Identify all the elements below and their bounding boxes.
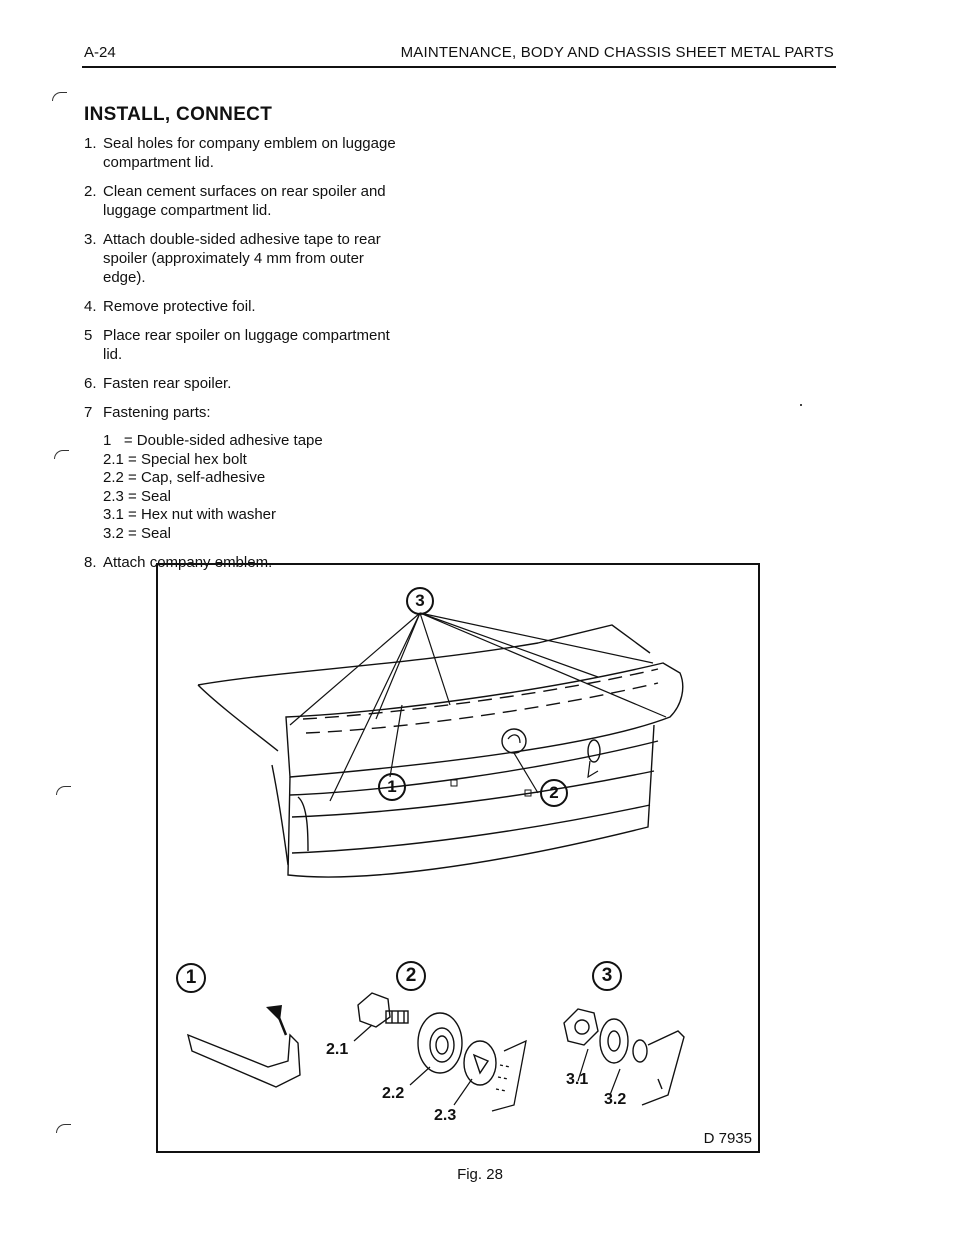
margin-tick bbox=[54, 450, 69, 459]
step-text: Fastening parts: bbox=[103, 404, 211, 421]
callout-2-detail: 2 bbox=[396, 961, 426, 991]
parts-legend-item: 2.2 = Cap, self-adhesive bbox=[103, 469, 266, 486]
spoiler-body-outline bbox=[286, 663, 683, 777]
callout-3-top: 3 bbox=[406, 587, 434, 615]
step-number: 5 bbox=[84, 327, 93, 344]
spoiler-body-outline bbox=[292, 771, 654, 817]
step-text: Attach double-sided adhesive tape to rear spoiler (approximately 4 mm from outer edge). bbox=[103, 231, 381, 286]
margin-tick bbox=[56, 786, 71, 795]
parts-legend-item: 2.3 = Seal bbox=[103, 487, 171, 505]
step-item bbox=[84, 403, 404, 543]
hex-nut-washer bbox=[564, 1009, 628, 1063]
step-text: Remove protective foil. bbox=[103, 298, 256, 315]
part-label-3-2: 3.2 bbox=[604, 1091, 627, 1108]
emblem-hole bbox=[502, 729, 526, 753]
self-adhesive-cap bbox=[418, 1013, 462, 1073]
step-text: Attach company emblem. bbox=[103, 554, 273, 571]
step-item bbox=[84, 182, 404, 220]
step-number: 4. bbox=[84, 298, 97, 315]
step-number: 3. bbox=[84, 231, 97, 248]
part-label-2-1: 2.1 bbox=[326, 1041, 349, 1058]
step-number: 7 bbox=[84, 404, 93, 421]
margin-tick bbox=[56, 1124, 71, 1133]
leader-line bbox=[410, 1067, 430, 1085]
step-number: 1. bbox=[84, 135, 97, 152]
step-number: 6. bbox=[84, 375, 97, 392]
step-item bbox=[84, 326, 404, 364]
step-number: 8. bbox=[84, 554, 97, 571]
panel-section bbox=[492, 1041, 526, 1111]
nut-seal bbox=[633, 1031, 684, 1105]
parts-legend-item: 3.2 = Seal bbox=[103, 524, 171, 542]
spoiler-body-outline bbox=[306, 683, 658, 733]
margin-tick bbox=[52, 92, 67, 101]
callout-1-detail: 1 bbox=[176, 963, 206, 993]
spoiler-body-outline bbox=[198, 685, 278, 751]
step-item bbox=[84, 374, 404, 393]
special-hex-bolt bbox=[358, 993, 408, 1027]
step-number: 2. bbox=[84, 183, 97, 200]
part-label-2-3: 2.3 bbox=[434, 1107, 457, 1124]
callout-1-mid: 1 bbox=[378, 773, 406, 801]
bolt-stud bbox=[588, 740, 600, 777]
part-label-2-2: 2.2 bbox=[382, 1085, 405, 1102]
page-header-title: MAINTENANCE, BODY AND CHASSIS SHEET METAL PARTS bbox=[400, 44, 834, 61]
callout-2-mid: 2 bbox=[540, 779, 568, 807]
spoiler-body-outline bbox=[272, 765, 288, 865]
callout-line bbox=[420, 613, 666, 717]
callout-3-detail: 3 bbox=[592, 961, 622, 991]
page-header-number: A-24 bbox=[84, 44, 116, 61]
tape-piece bbox=[188, 1005, 300, 1087]
parts-legend-item: 1 = Double-sided adhesive tape bbox=[103, 432, 323, 449]
figure-box bbox=[156, 563, 760, 1153]
step-text: Seal holes for company emblem on luggage compartment lid. bbox=[103, 135, 396, 171]
emblem-seal-hole bbox=[451, 780, 457, 786]
step-item bbox=[84, 230, 404, 287]
leader-line bbox=[354, 1025, 372, 1041]
step-text: Clean cement surfaces on rear spoiler and luggage compartment lid. bbox=[103, 183, 386, 219]
parts-legend bbox=[103, 432, 404, 543]
callout-line bbox=[514, 753, 538, 793]
spoiler-body-outline bbox=[198, 625, 650, 685]
drawing-id: D 7935 bbox=[703, 1130, 752, 1147]
spoiler-body-outline bbox=[298, 797, 308, 851]
callout-line bbox=[376, 613, 420, 719]
parts-legend-item: 2.1 = Special hex bolt bbox=[103, 450, 247, 468]
step-item bbox=[84, 134, 404, 172]
steps-list bbox=[84, 134, 404, 582]
figure-caption: Fig. 28 bbox=[457, 1166, 503, 1183]
part-label-3-1: 3.1 bbox=[566, 1071, 589, 1088]
step-text: Fasten rear spoiler. bbox=[103, 375, 232, 392]
stray-dot bbox=[800, 404, 802, 406]
header-rule bbox=[82, 66, 836, 68]
spoiler-illustration bbox=[158, 565, 758, 1151]
parts-legend-item: 3.1 = Hex nut with washer bbox=[103, 506, 277, 523]
step-text: Place rear spoiler on luggage compartment lid. bbox=[103, 327, 390, 363]
seal-ring bbox=[464, 1041, 496, 1085]
section-title: INSTALL, CONNECT bbox=[84, 104, 273, 125]
leader-line bbox=[454, 1079, 472, 1105]
step-item bbox=[84, 297, 404, 316]
spoiler-body-outline bbox=[292, 805, 650, 853]
